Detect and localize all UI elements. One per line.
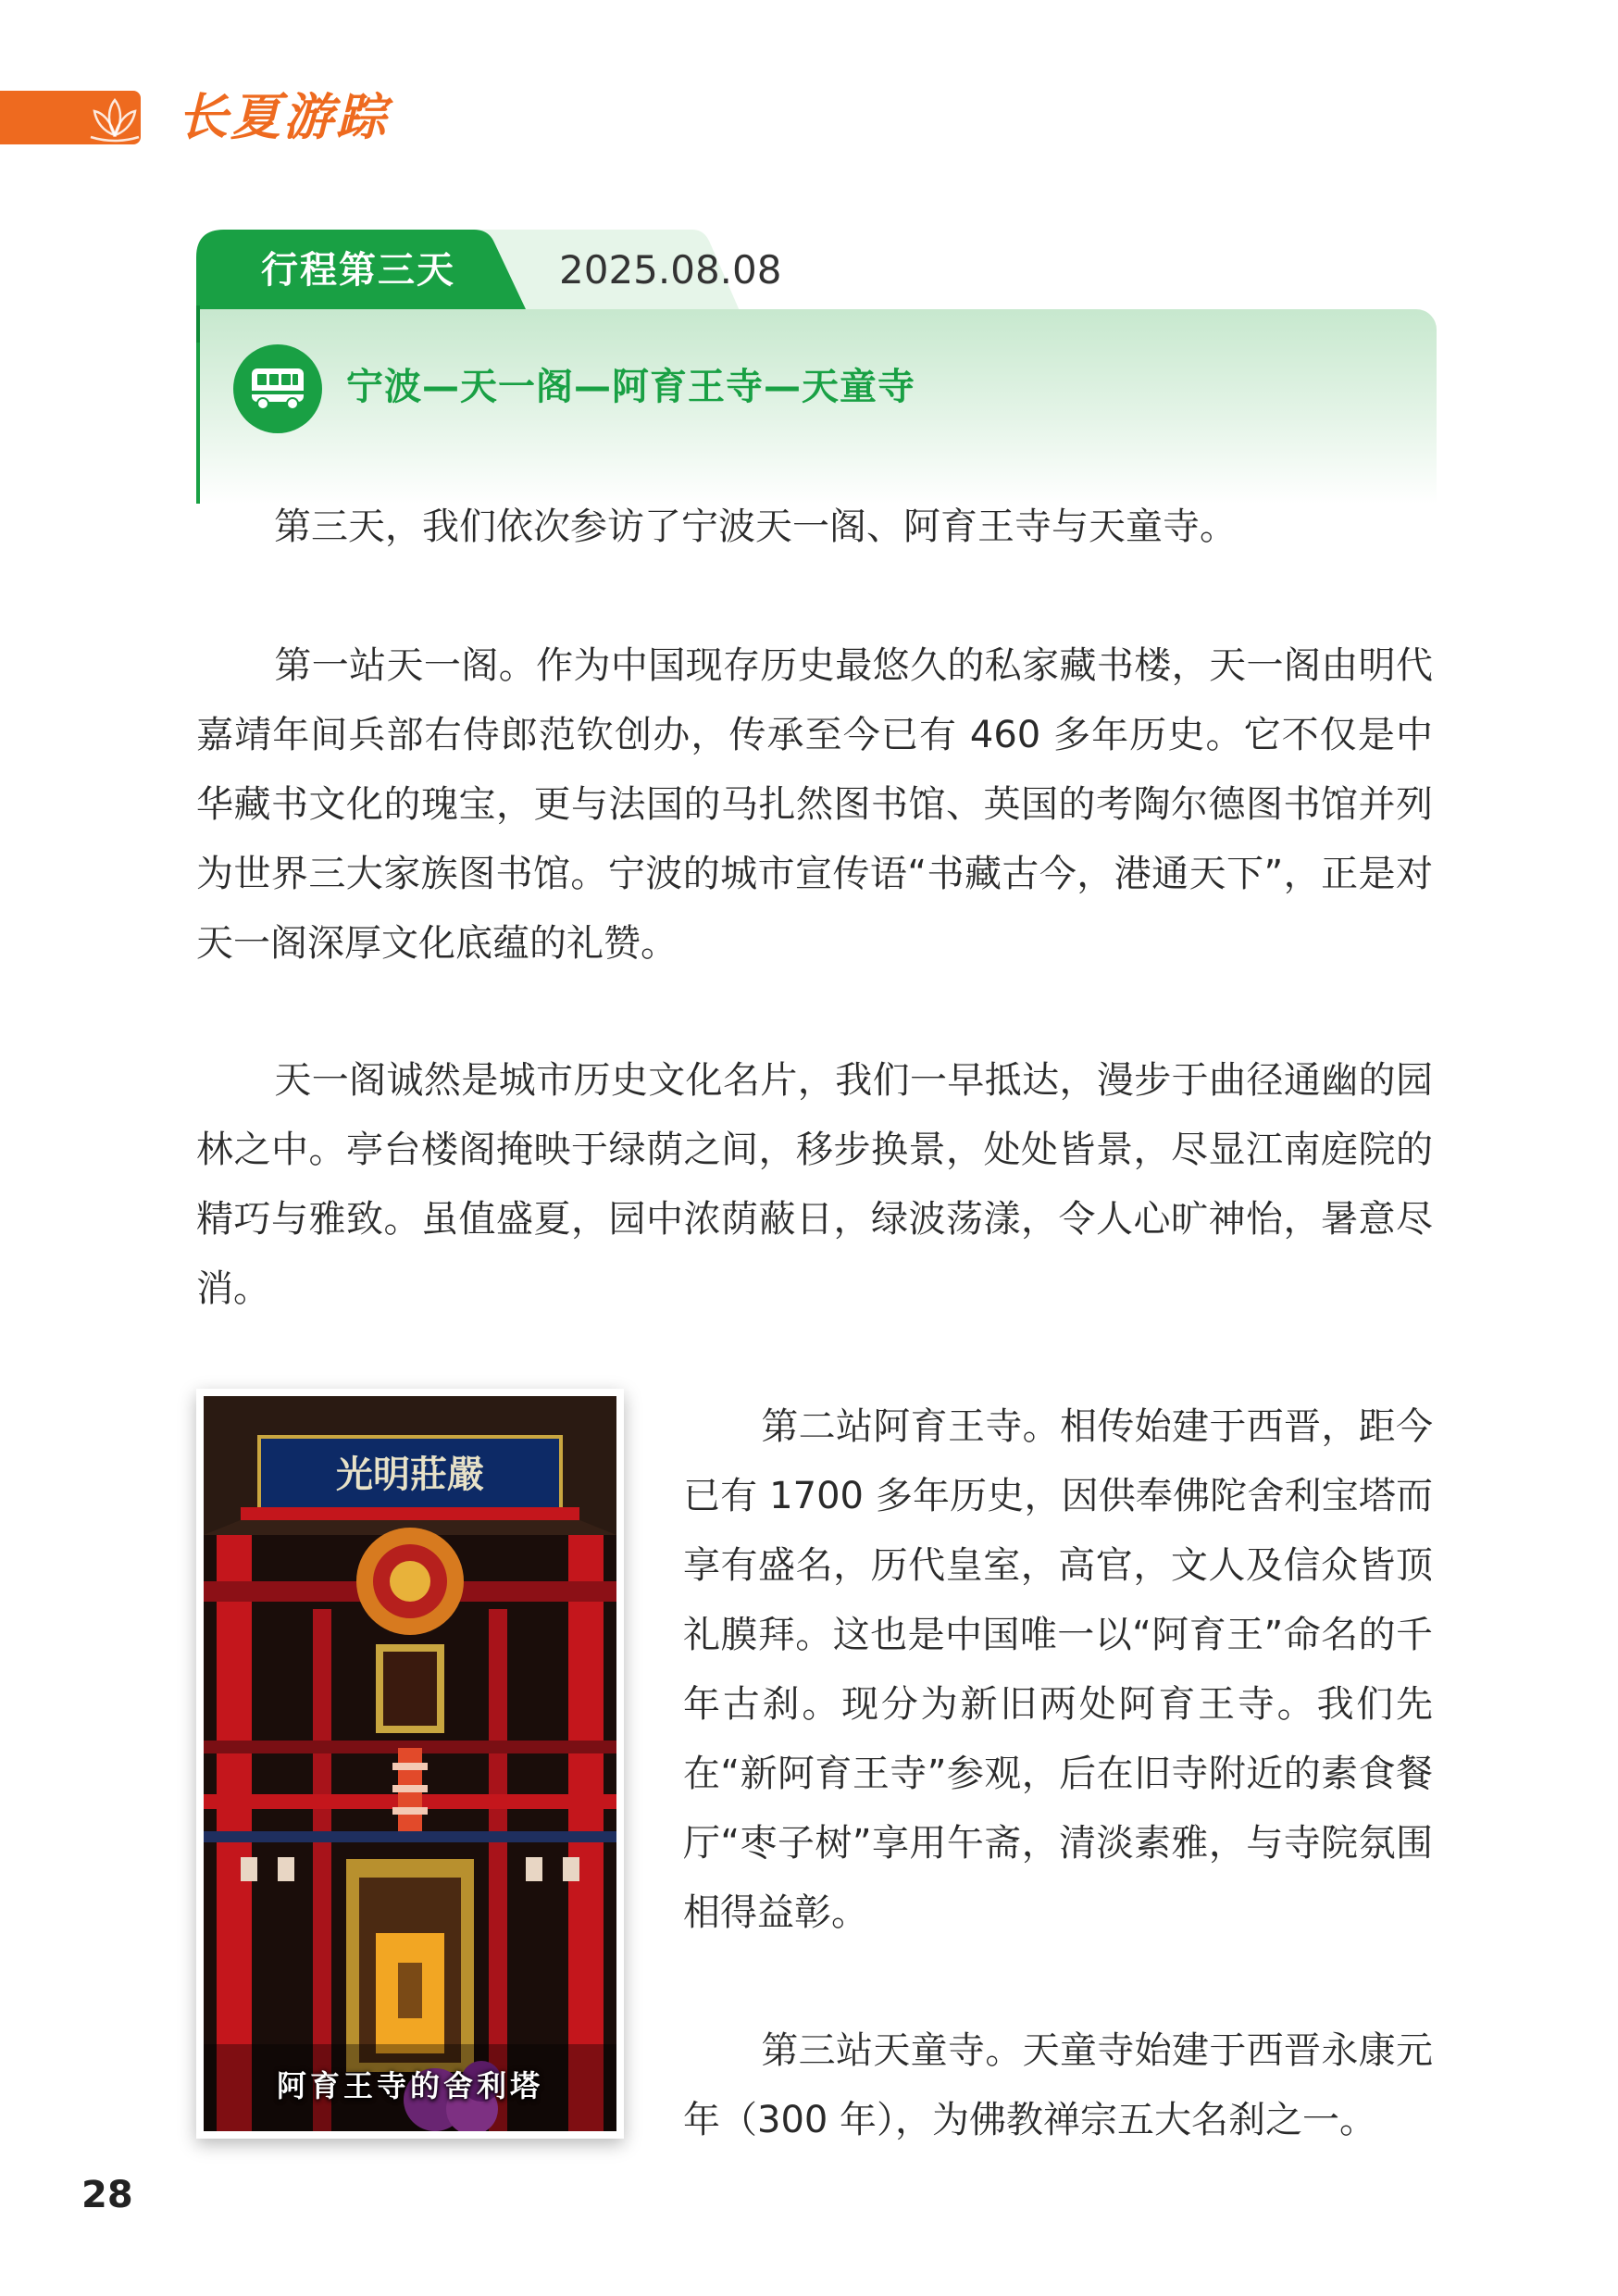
paragraph-ayuwang-text: 第二站阿育王寺。相传始建于西晋，距今已有 1700 多年历史，因供奉佛陀舍利宝塔而享有盛名，历代皇室，高官，文人及信众皆顶礼膜拜。这也是中国唯一以“阿育王”命名的千年古刹。现分为新旧两处阿育王寺。我们先在“新阿育王寺”参观，后在旧寺附近的素食餐厅“枣子树”享用午斋，清淡素雅，与寺院氛围相得益彰。 [683,1405,1433,1934]
paragraph-intro-text: 第三天，我们依次参访了宁波天一阁、阿育王寺与天童寺。 [274,505,1237,548]
paragraph-garden-text: 天一阁诚然是城市历史文化名片，我们一早抵达，漫步于曲径通幽的园林之中。亭台楼阁掩映于绿荫之间，移步换景，处处皆景，尽显江南庭院的精巧与雅致。虽值盛夏，园中浓荫蔽日，绿波荡漾，令人心旷神怡，暑意尽消。 [196,1059,1433,1310]
photo-caption: 阿育王寺的舍利塔 [276,2068,543,2103]
paragraph-garden [196,1046,1433,1324]
paragraph-tiantong-text: 第三站天童寺。天童寺始建于西晋永康元年（300 年），为佛教禅宗五大名刹之一。 [683,2029,1433,2141]
day-date: 2025.08.08 [559,247,782,293]
paragraph-tianyige-text: 第一站天一阁。作为中国现存历史最悠久的私家藏书楼，天一阁由明代嘉靖年间兵部右侍郎范钦创办，传承至今已有 460 多年历史。它不仅是中华藏书文化的瑰宝，更与法国的马扎然图书馆、英国的考陶尔德图书馆并列为世界三大家族图书馆。宁波的城市宣传语“书藏古今，港通天下”，正是对天一阁深厚文化底蕴的礼赞。 [196,644,1433,965]
temple-photo [196,1389,624,2139]
route-panel-edge [196,306,200,343]
day-tab [196,230,813,311]
brand-title: 长夏游踪 [178,88,389,146]
paragraph-ayuwang [683,1392,1433,1948]
paragraph-intro [196,493,1433,562]
bus-icon-badge [233,344,322,433]
temple-photo-image [204,1396,616,2131]
bus-icon [248,365,307,413]
paragraph-tianyige [196,631,1433,979]
paragraph-tiantong [683,2016,1433,2155]
page-number: 28 [81,2174,133,2216]
day-label: 行程第三天 [261,249,455,292]
lotus-icon [85,94,144,143]
route-title: 宁波—天一阁—阿育王寺—天童寺 [346,366,915,408]
plaque-text: 光明莊嚴 [336,1453,484,1496]
